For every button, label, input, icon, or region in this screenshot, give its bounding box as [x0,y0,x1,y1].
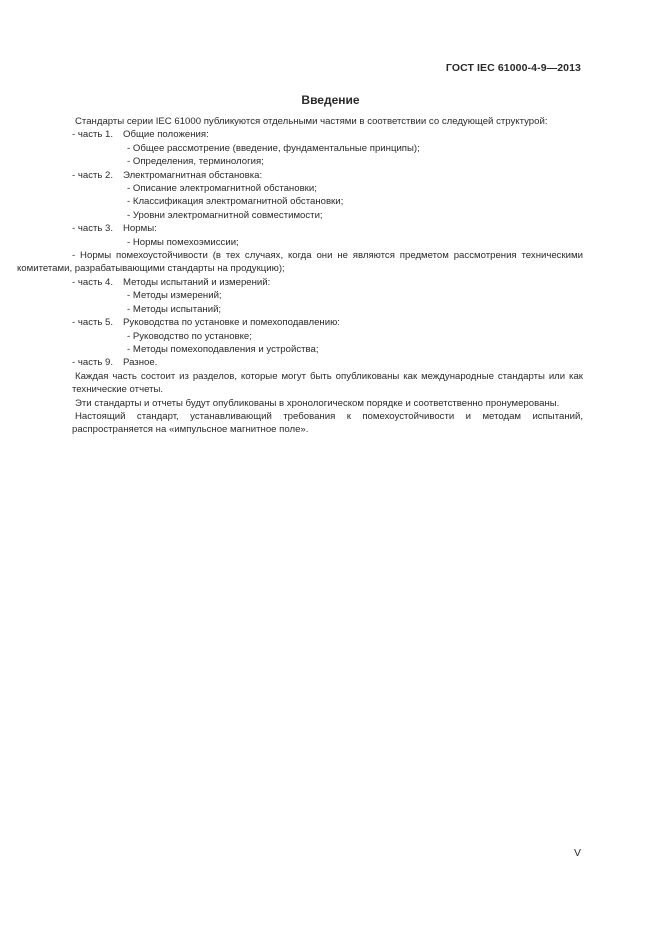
part-item: - Классификация электромагнитной обстановки; [127,196,344,208]
part-item: - Определения, терминология; [127,156,264,168]
part-name: Электромагнитная обстановка: [123,169,263,181]
part-label: - часть 4. [72,276,114,288]
part-item: - Методы помехоподавления и устройства; [127,343,319,355]
part-label: - часть 2. [72,169,114,181]
section-title: Введение [301,93,360,107]
part-name: Методы испытаний и измерений: [123,276,271,288]
part-4 [72,276,583,289]
page-number: V [573,847,581,859]
part-item: - Руководство по установке; [127,330,252,342]
body-paragraph: Каждая часть состоит из разделов, которые могут быть опубликованы как международные стандарты или как технические отчеты. [72,370,583,396]
part-item: - Общее рассмотрение (введение, фундаментальные принципы); [127,142,420,154]
part-label: - часть 1. [72,129,114,141]
part-name: Нормы: [123,223,157,235]
part-1 [72,128,583,141]
part-name: Общие положения: [123,129,209,141]
part-item: - Методы измерений; [127,290,222,302]
body-paragraph: Эти стандарты и отчеты будут опубликованы в хронологическом порядке и соответственно пронумерованы. [75,397,560,409]
part-name: Руководства по установке и помехоподавлению: [123,317,340,329]
body-paragraph: Настоящий стандарт, устанавливающий требования к помехоустойчивости и методам испытаний, распространяется на «импульсное магнитное поле». [72,410,583,436]
part-item: - Нормы помехоустойчивости (в тех случаях, когда они не являются предметом рассмотрения техническими комитетами, разрабатывающими стандарты на продукцию); [17,250,583,275]
part-item: - Уровни электромагнитной совместимости; [127,209,323,221]
part-9 [72,356,583,369]
part-label: - часть 3. [72,223,114,235]
part-item: - Методы испытаний; [127,303,222,315]
part-2 [72,169,583,182]
part-5 [72,316,583,329]
intro-paragraph: Стандарты серии IEC 61000 публикуются отдельными частями в соответствии со следующей структурой: [75,116,548,127]
document-code: ГОСТ IEC 61000-4-9—2013 [445,62,581,74]
document-body [17,115,583,437]
part-label: - часть 5. [72,317,114,329]
part-item: - Нормы помехоэмиссии; [127,236,239,248]
part-name: Разное. [123,357,158,369]
part-label: - часть 9. [72,357,114,369]
part-item: - Описание электромагнитной обстановки; [127,183,317,195]
part-3 [72,222,583,235]
